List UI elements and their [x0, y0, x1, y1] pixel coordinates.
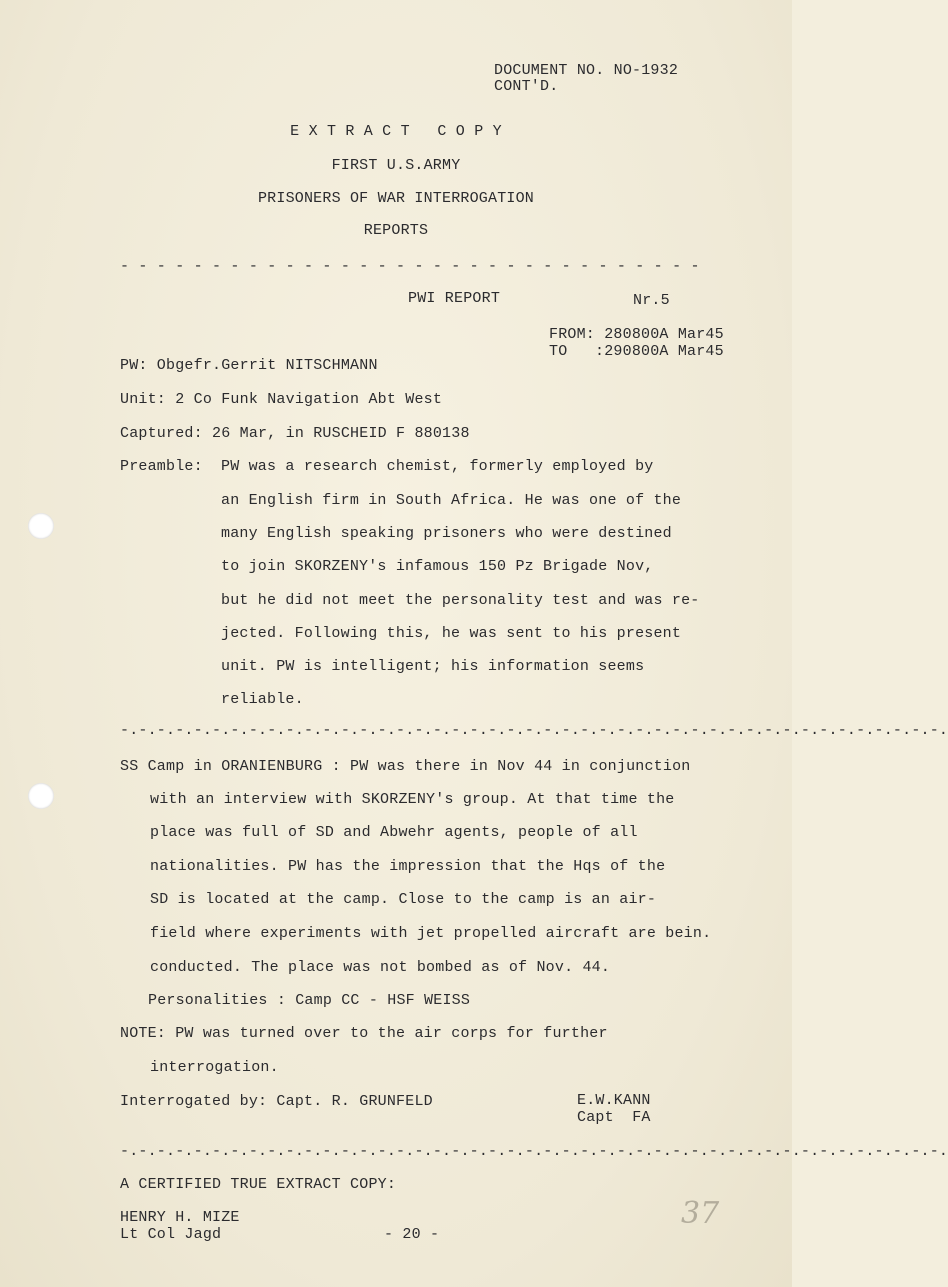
preamble-line: but he did not meet the personality test and was re-	[221, 592, 700, 609]
preamble-line: unit. PW is intelligent; his information seems	[221, 658, 645, 675]
pw-unit: Unit: 2 Co Funk Navigation Abt West	[120, 391, 443, 408]
page-number: - 20 -	[384, 1226, 440, 1243]
report-number: Nr.5	[633, 292, 670, 309]
title-reports: REPORTS	[363, 222, 429, 239]
title-pow-interrogation: PRISONERS OF WAR INTERROGATION	[257, 190, 535, 207]
signature-rank: Capt FA	[577, 1109, 651, 1126]
ss-camp-line: conducted. The place was not bombed as of Nov. 44.	[150, 959, 611, 976]
certifier-rank: Lt Col Jagd	[120, 1226, 222, 1243]
preamble-line: many English speaking prisoners who were destined	[221, 525, 672, 542]
ss-camp-line: SD is located at the camp. Close to the camp is an air-	[150, 891, 657, 908]
preamble-line: to join SKORZENY's infamous 150 Pz Brigade Nov,	[221, 558, 654, 575]
note-line: NOTE: PW was turned over to the air corps for further	[120, 1025, 608, 1042]
report-from: FROM: 280800A Mar45	[549, 326, 724, 343]
preamble-label: Preamble:	[120, 458, 203, 475]
ss-camp-line: with an interview with SKORZENY's group. At that time the	[150, 791, 675, 808]
title-army: FIRST U.S.ARMY	[331, 157, 461, 174]
ss-camp-line: place was full of SD and Abwehr agents, people of all	[150, 824, 638, 841]
preamble-line: reliable.	[221, 691, 304, 708]
pw-captured: Captured: 26 Mar, in RUSCHEID F 880138	[120, 425, 470, 442]
dash-separator: - - - - - - - - - - - - - - - - - - - - - - - - - - - - - - - -	[120, 258, 700, 275]
certifier-name: HENRY H. MIZE	[120, 1209, 240, 1226]
preamble-line: jected. Following this, he was sent to his present	[221, 625, 682, 642]
interrogated-by: Interrogated by: Capt. R. GRUNFELD	[120, 1093, 433, 1110]
dotdash-separator: -.-.-.-.-.-.-.-.-.-.-.-.-.-.-.-.-.-.-.-.-.-.-.-.-.-.-.-.-.-.-.-.-.-.-.-.-.-.-.-.-.-.-.-.-.	[120, 722, 948, 739]
continued-label: CONT'D.	[494, 78, 559, 95]
note-line: interrogation.	[150, 1059, 279, 1076]
preamble-line: an English firm in South Africa. He was one of the	[221, 492, 682, 509]
punch-hole-bottom	[28, 783, 54, 809]
dotdash-separator: -.-.-.-.-.-.-.-.-.-.-.-.-.-.-.-.-.-.-.-.-.-.-.-.-.-.-.-.-.-.-.-.-.-.-.-.-.-.-.-.-.-.-.-.-.	[120, 1143, 948, 1160]
certification-line: A CERTIFIED TRUE EXTRACT COPY:	[120, 1176, 397, 1193]
title-extract-copy: E X T R A C T C O P Y	[290, 123, 502, 140]
punch-hole-top	[28, 513, 54, 539]
report-to: TO :290800A Mar45	[549, 343, 724, 360]
signature-name: E.W.KANN	[577, 1092, 651, 1109]
report-label: PWI REPORT	[408, 290, 501, 307]
personalities-line: Personalities : Camp CC - HSF WEISS	[148, 992, 471, 1009]
document-number: DOCUMENT NO. NO-1932	[494, 62, 679, 79]
ss-camp-line: SS Camp in ORANIENBURG : PW was there in Nov 44 in conjunction	[120, 758, 691, 775]
preamble-line: PW was a research chemist, formerly employed by	[221, 458, 654, 475]
pencil-page-mark: 37	[681, 1196, 720, 1231]
ss-camp-line: nationalities. PW has the impression that the Hqs of the	[150, 858, 666, 875]
pw-name: PW: Obgefr.Gerrit NITSCHMANN	[120, 357, 378, 374]
ss-camp-line: field where experiments with jet propelled aircraft are bein.	[150, 925, 712, 942]
